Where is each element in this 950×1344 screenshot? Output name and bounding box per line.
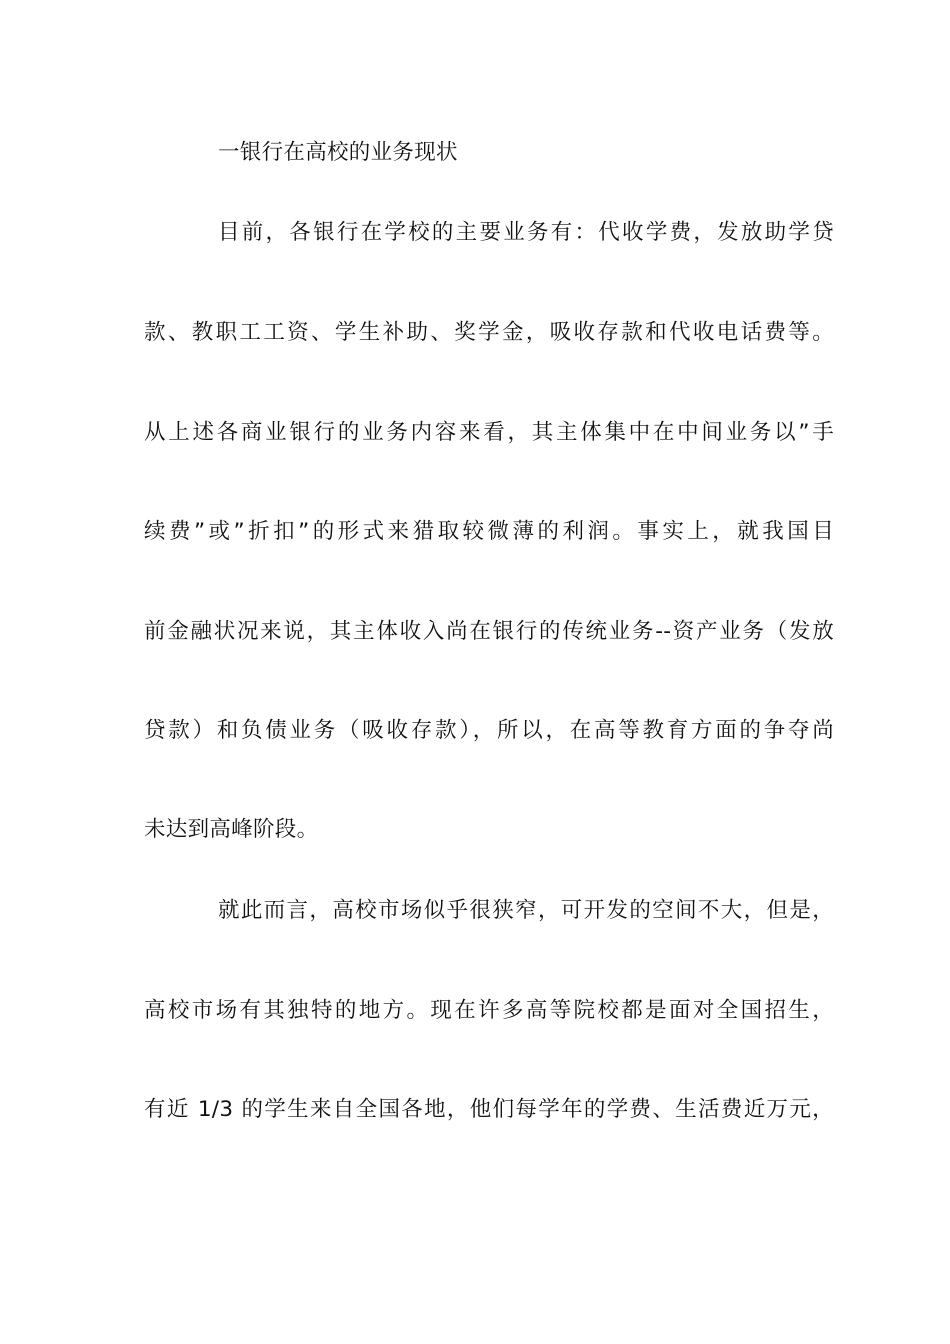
- paragraph-line: 未达到高峰阶段。: [144, 817, 319, 842]
- paragraph-line: 款、教职工工资、学生补助、奖学金，吸收存款和代收电话费等。: [144, 320, 834, 345]
- paragraph-line: 前金融状况来说，其主体收入尚在银行的传统业务--资产业务（发放: [144, 619, 834, 644]
- section-heading: 一银行在高校的业务现状: [218, 140, 458, 165]
- paragraph-line: 贷款）和负债业务（吸收存款），所以，在高等教育方面的争夺尚: [144, 718, 834, 743]
- paragraph-line: 续费”或”折扣”的形式来猎取较微薄的利润。事实上，就我国目: [144, 519, 834, 544]
- paragraph-line: 就此而言，高校市场似乎很狭窄，可开发的空间不大，但是，: [218, 898, 834, 923]
- paragraph-line: 有近 1/3 的学生来自全国各地，他们每学年的学费、生活费近万元，: [144, 1097, 834, 1122]
- paragraph-line: 目前，各银行在学校的主要业务有：代收学费，发放助学贷: [218, 220, 834, 245]
- paragraph-line: 高校市场有其独特的地方。现在许多高等院校都是面对全国招生，: [144, 998, 834, 1023]
- paragraph-line: 从上述各商业银行的业务内容来看，其主体集中在中间业务以”手: [144, 420, 834, 445]
